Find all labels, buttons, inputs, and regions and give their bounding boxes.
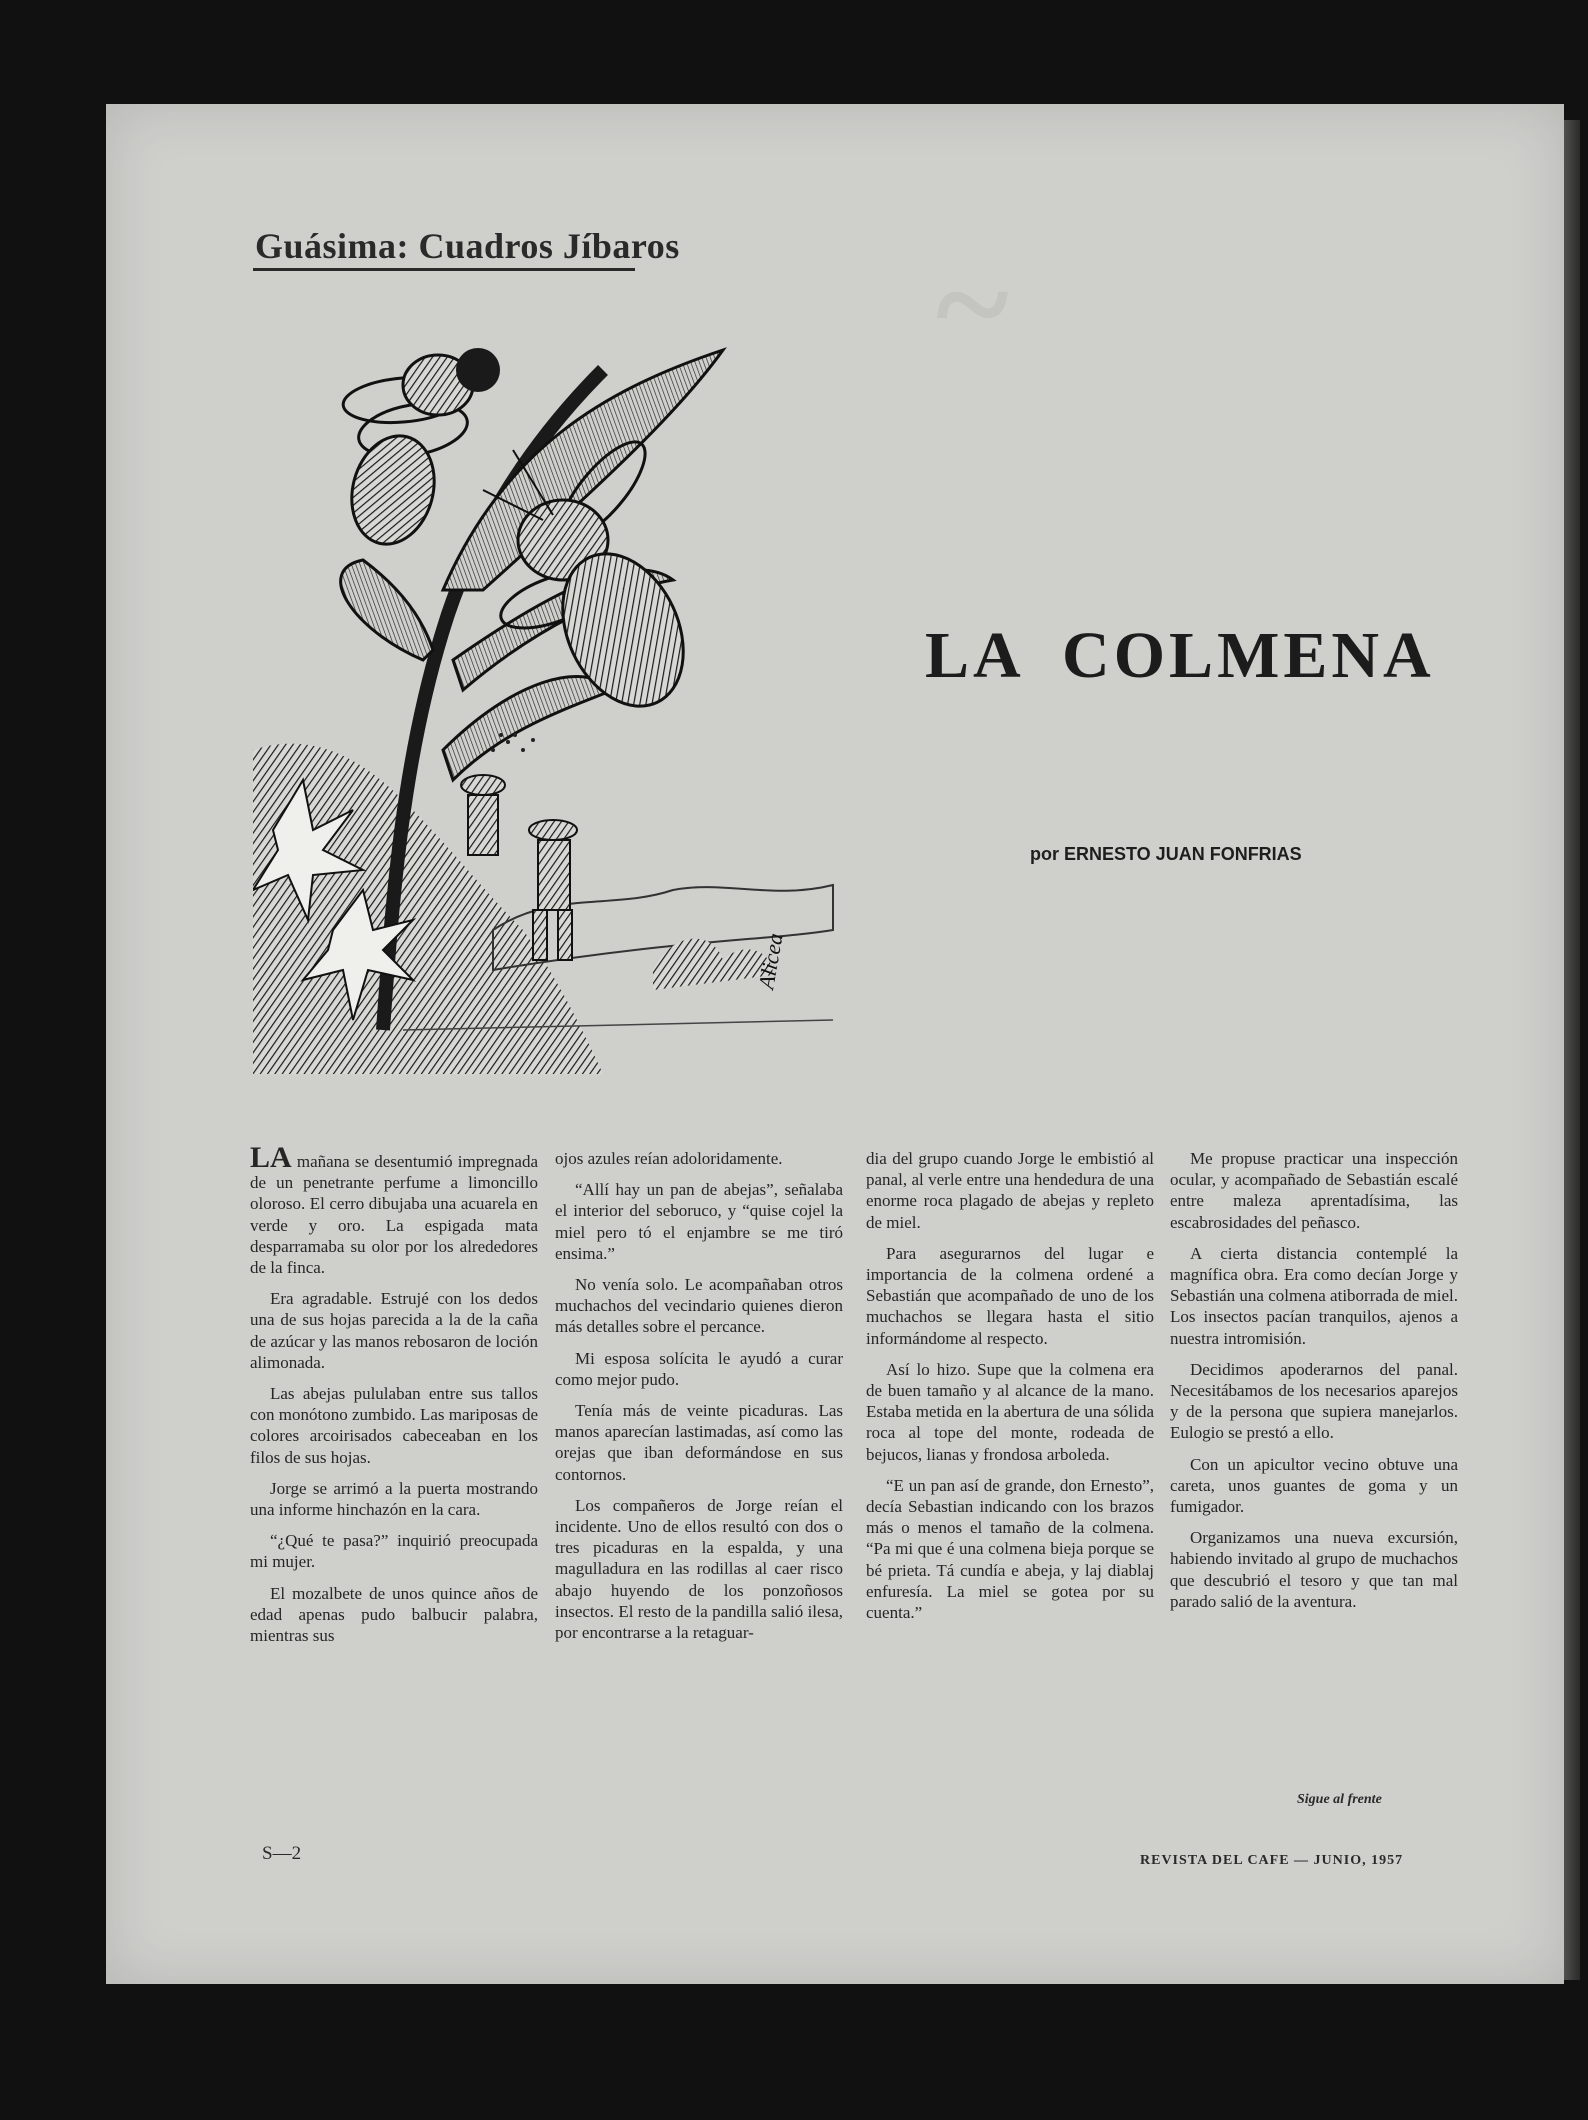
paragraph: Tenía más de veinte picaduras. Las manos aparecían lastimadas, así como las orejas que iban deformándose en sus contornos.: [555, 1401, 843, 1484]
section-title-underline: [253, 268, 635, 271]
paragraph: El mozalbete de unos quince años de edad apenas pudo balbucir palabra, mientras sus: [250, 1583, 538, 1646]
text-column-4: [1170, 1148, 1458, 1622]
paragraph: Jorge se arrimó a la puerta mostrando una informe hinchazón en la cara.: [250, 1478, 538, 1520]
artist-signature: Alicea: [753, 931, 788, 991]
paragraph: LA mañana se desentumió impregnada de un penetrante perfume a limoncillo oloroso. El cerro dibujaba una acuarela en verde y oro. La espigada mata desparramaba su olor por los alrededores de la finca.: [250, 1141, 539, 1278]
paragraph: Decidimos apoderarnos del panal. Necesitábamos de los necesarios aparejos y de la persona que supiera manejarlos. Eulogio se prestó a ello.: [1170, 1359, 1458, 1443]
section-title: Guásima: Cuadros Jíbaros: [255, 226, 680, 266]
paragraph: No venía solo. Le acompañaban otros muchachos del vecindario quienes dieron más detalles sobre el percance.: [555, 1275, 843, 1337]
continued-note: Sigue al frente: [1297, 1792, 1382, 1807]
paragraph: “Allí hay un pan de abejas”, señalaba el interior del seboruco, y “quise cojel la miel pero tó el enjambre se me tiró ensima.”: [555, 1180, 843, 1263]
leaf-right: [443, 677, 613, 781]
paragraph: ojos azules reían adoloridamente.: [555, 1149, 783, 1168]
paragraph: “¿Qué te pasa?” inquirió preocupada mi mujer.: [250, 1531, 538, 1572]
paragraph: Era agradable. Estrujé con los dedos una de sus hojas parecida a la de la caña de azúcar y las manos rebosaron de loción alimonada.: [250, 1289, 538, 1372]
text-column-2: [555, 1148, 843, 1653]
paragraph: Organizamos una nueva excursión, habiendo invitado al grupo de muchachos que descubrió el tesoro y que tan mal parado salió de la aventura.: [1170, 1528, 1458, 1611]
drop-cap: LA: [250, 1141, 292, 1174]
paragraph: Con un apicultor vecino obtuve una careta, unos guantes de goma y un fumigador.: [1170, 1454, 1458, 1517]
publication-footer: REVISTA DEL CAFE — JUNIO, 1957: [1140, 1853, 1404, 1868]
paragraph: “E un pan así de grande, don Ernesto”, decía Sebastian indicando con los brazos más o menos el tamaño de la colmena. “Pa mi que é una colmena bieja porque se bé prieta. Tá cundía e abeja, y laj diablaj enfuresía. La miel se gotea por su cuenta.”: [866, 1475, 1154, 1623]
byline: por ERNESTO JUAN FONFRIAS: [1030, 844, 1302, 864]
bee-upper: [340, 348, 500, 553]
paragraph: Las abejas pululaban entre sus tallos con monótono zumbido. Las mariposas de colores arcoirisados cabeceaban en los filos de sus hojas.: [250, 1384, 539, 1467]
text-column-3: [866, 1148, 1154, 1633]
bleed-through-shadow: ~: [936, 227, 1009, 382]
paragraph: Me propuse practicar una inspección ocular, y acompañado de Sebastián escalé entre maleza aprentadísima, las escabrosidades del peñasco.: [1170, 1149, 1458, 1232]
page-number: S—2: [262, 1843, 302, 1864]
paragraph: Para asegurarnos del lugar e importancia de la colmena ordené a Sebastián que acompañado de uno de los muchachos se llegara hasta el sitio informándome al respecto.: [866, 1243, 1154, 1348]
bees-woodcut-illustration: [253, 330, 853, 1074]
paragraph: dia del grupo cuando Jorge le embistió al panal, al verle entre una hendedura de una enorme roca plagado de abejas y repleto de miel.: [866, 1149, 1154, 1232]
leaf-lower: [341, 560, 433, 660]
article-title: LA COLMENA: [925, 619, 1435, 692]
paragraph: Así lo hizo. Supe que la colmena era de buen tamaño y al alcance de la mano. Estaba metida en la abertura de una sólida roca al tope del monte, rodeada de bejucos, lianas y frondosa arboleda.: [866, 1359, 1154, 1464]
paragraph: Mi esposa solícita le ayudó a curar como mejor pudo.: [555, 1348, 843, 1389]
paragraph: A cierta distancia contemplé la magnífica obra. Era como decían Jorge y Sebastián una colmena atiborrada de miel. Los insectos pacían tranquilos, ajenos a nuestra intromisión.: [1170, 1243, 1458, 1348]
paragraph: Los compañeros de Jorge reían el incidente. Uno de ellos resultó con dos o tres picaduras en la espalda, y una magulladura en las rodillas al caer risco abajo huyendo de los ponzoñosos insectos. El resto de la pandilla salió ilesa, por encontrarse a la retaguar-: [555, 1495, 843, 1643]
text-column-1: [250, 1141, 539, 1656]
